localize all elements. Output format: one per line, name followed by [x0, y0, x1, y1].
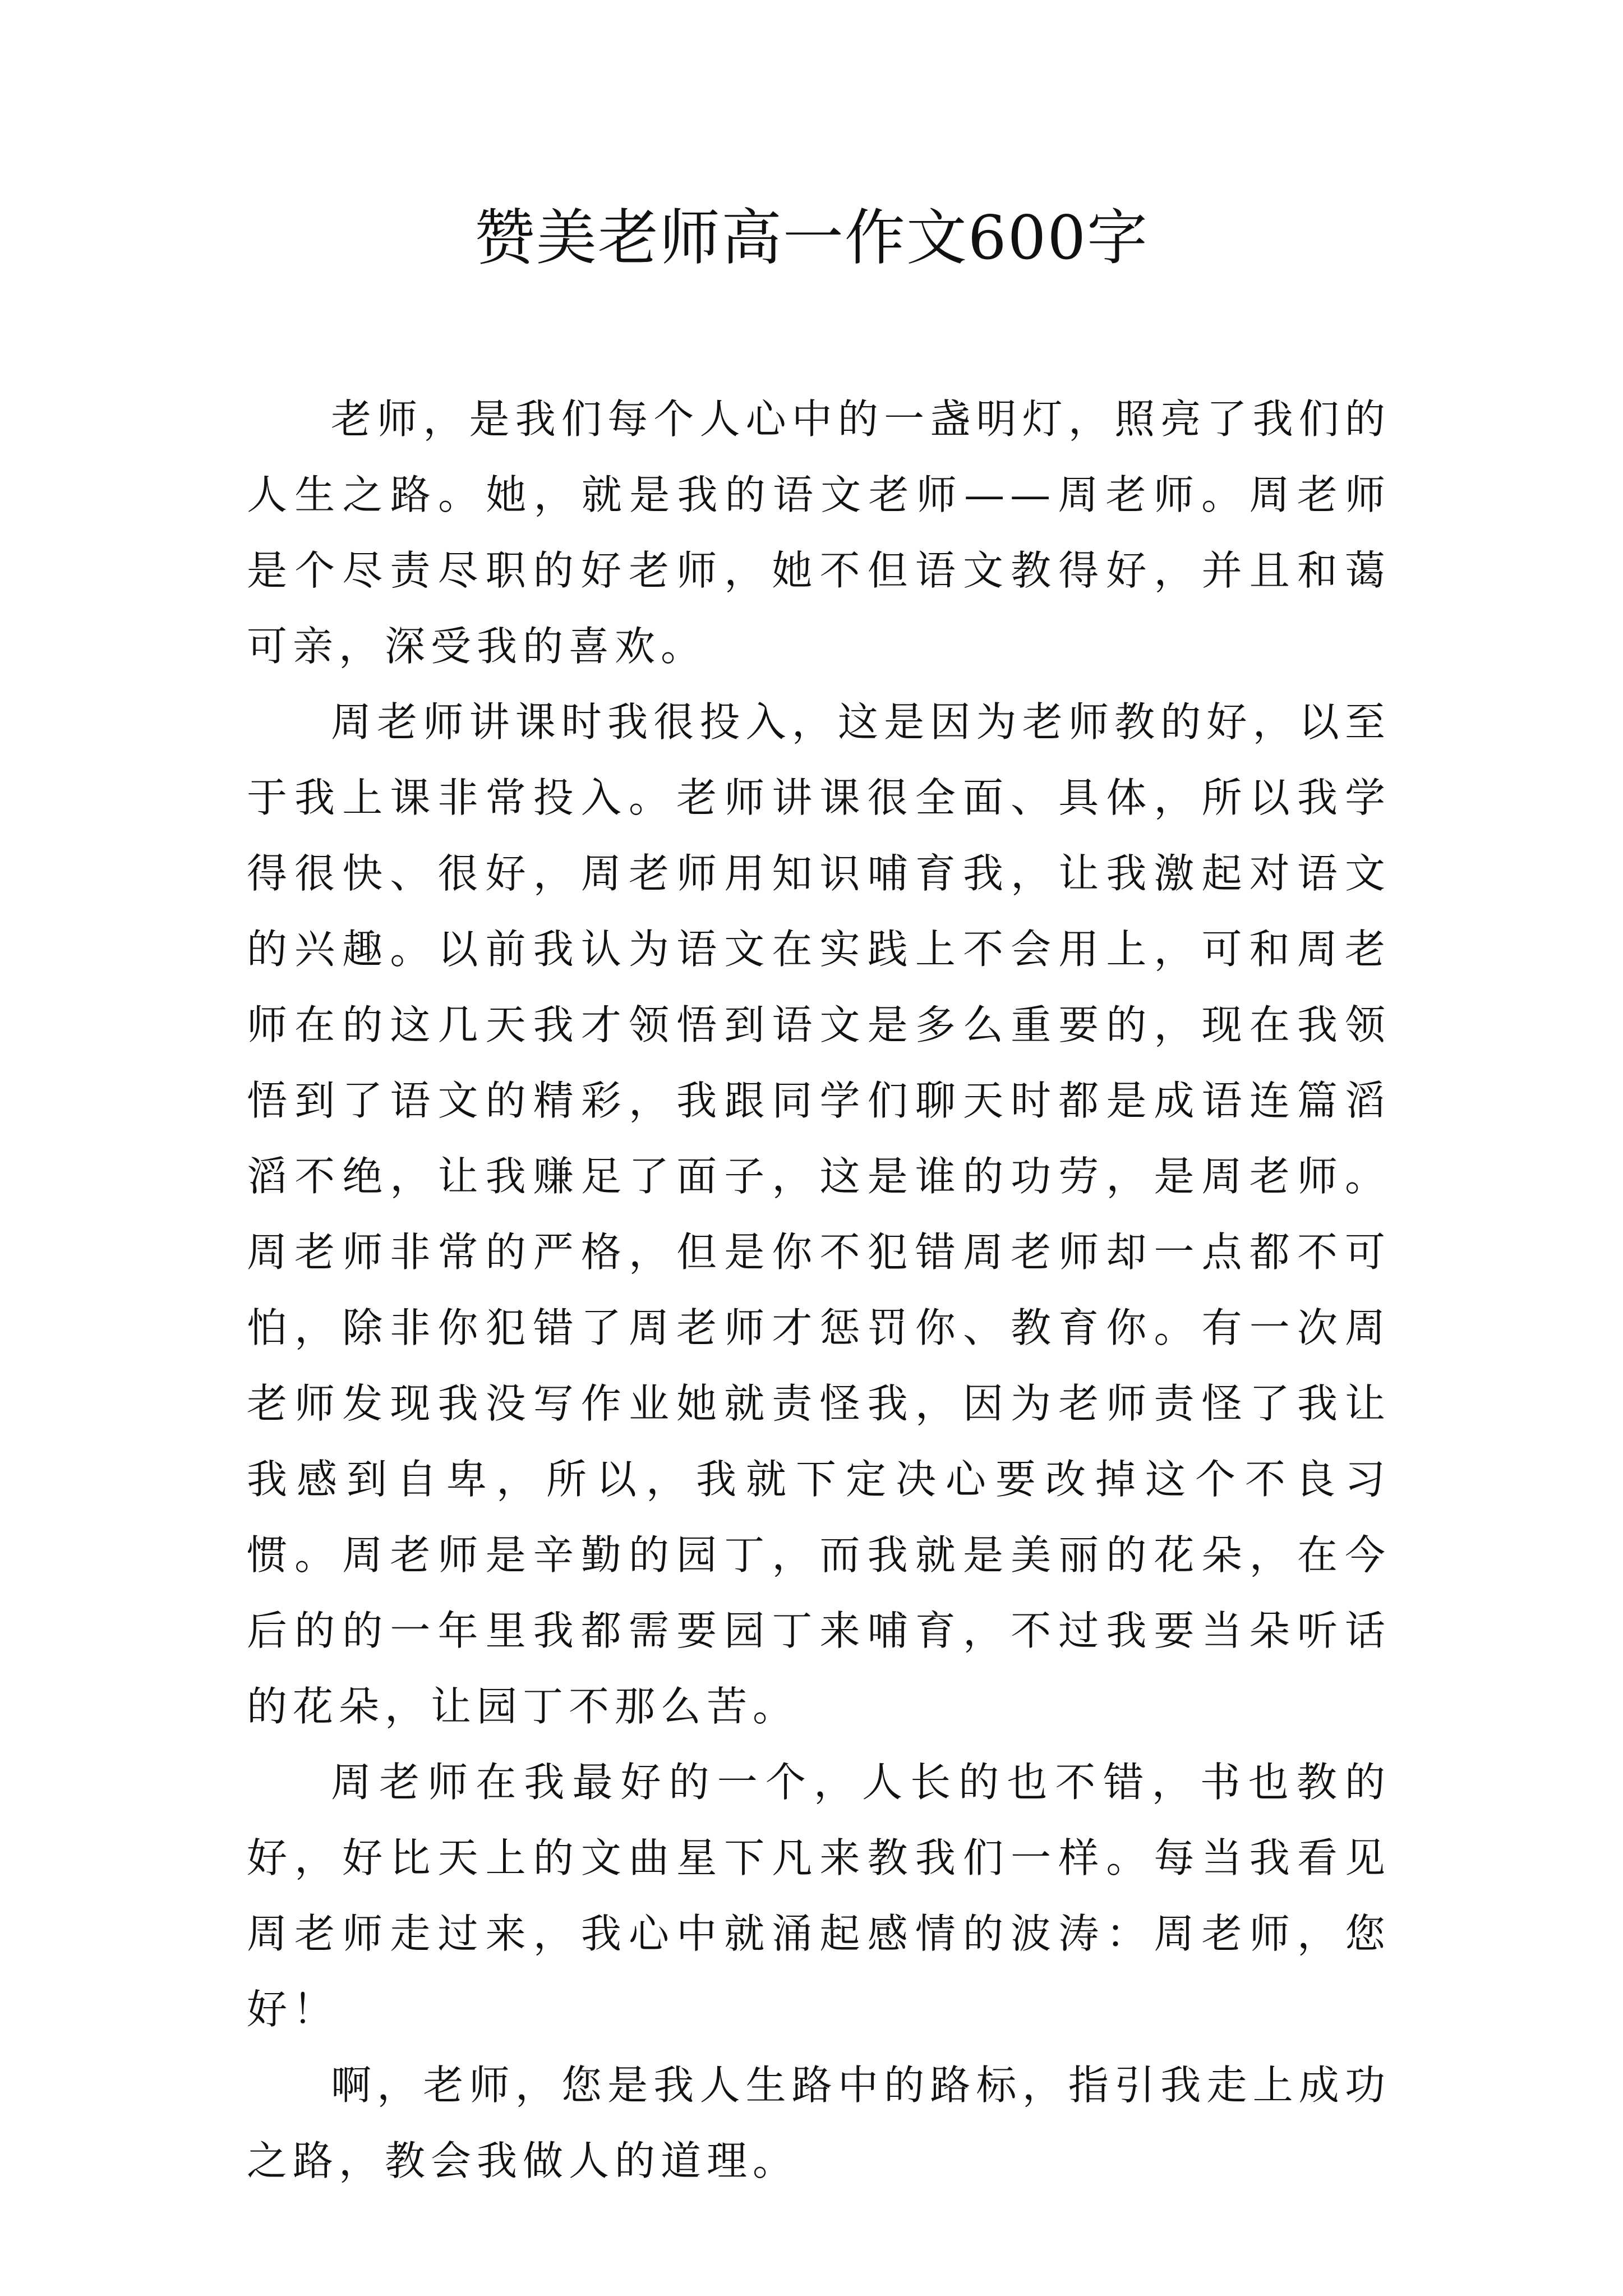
- paragraph-2: 周老师讲课时我很投入，这是因为老师教的好，以至于我上课非常投入。老师讲课很全面、具体，所以我学得很快、很好，周老师用知识哺育我，让我激起对语文的兴趣。以前我认为语文在实践上不会用上，可和周老师在的这几天我才领悟到语文是多么重要的，现在我领悟到了语文的精彩，我跟同学们聊天时都是成语连篇滔滔不绝，让我赚足了面子，这是谁的功劳，是周老师。周老师非常的严格，但是你不犯错周老师却一点都不可怕，除非你犯错了周老师才惩罚你、教育你。有一次周老师发现我没写作业她就责怪我，因为老师责怪了我让我感到自卑，所以，我就下定决心要改掉这个不良习惯。周老师是辛勤的园丁，而我就是美丽的花朵，在今后的的一年里我都需要园丁来哺育，不过我要当朵听话的花朵，让园丁不那么苦。: [247, 698, 1391, 1730]
- document-body: [247, 381, 1391, 2199]
- paragraph-1: 老师，是我们每个人心中的一盏明灯，照亮了我们的人生之路。她，就是我的语文老师——周老师。周老师是个尽责尽职的好老师，她不但语文教得好，并且和蔼可亲，深受我的喜欢。: [247, 395, 1391, 670]
- paragraph-4: 啊，老师，您是我人生路中的路标，指引我走上成功之路，教会我做人的道理。: [247, 2062, 1391, 2184]
- paragraph-3: 周老师在我最好的一个，人长的也不错，书也教的好，好比天上的文曲星下凡来教我们一样。每当我看见周老师走过来，我心中就涌起感情的波涛：周老师，您好！: [247, 1759, 1391, 2033]
- document-title: 赞美老师高一作文600字: [474, 203, 1149, 273]
